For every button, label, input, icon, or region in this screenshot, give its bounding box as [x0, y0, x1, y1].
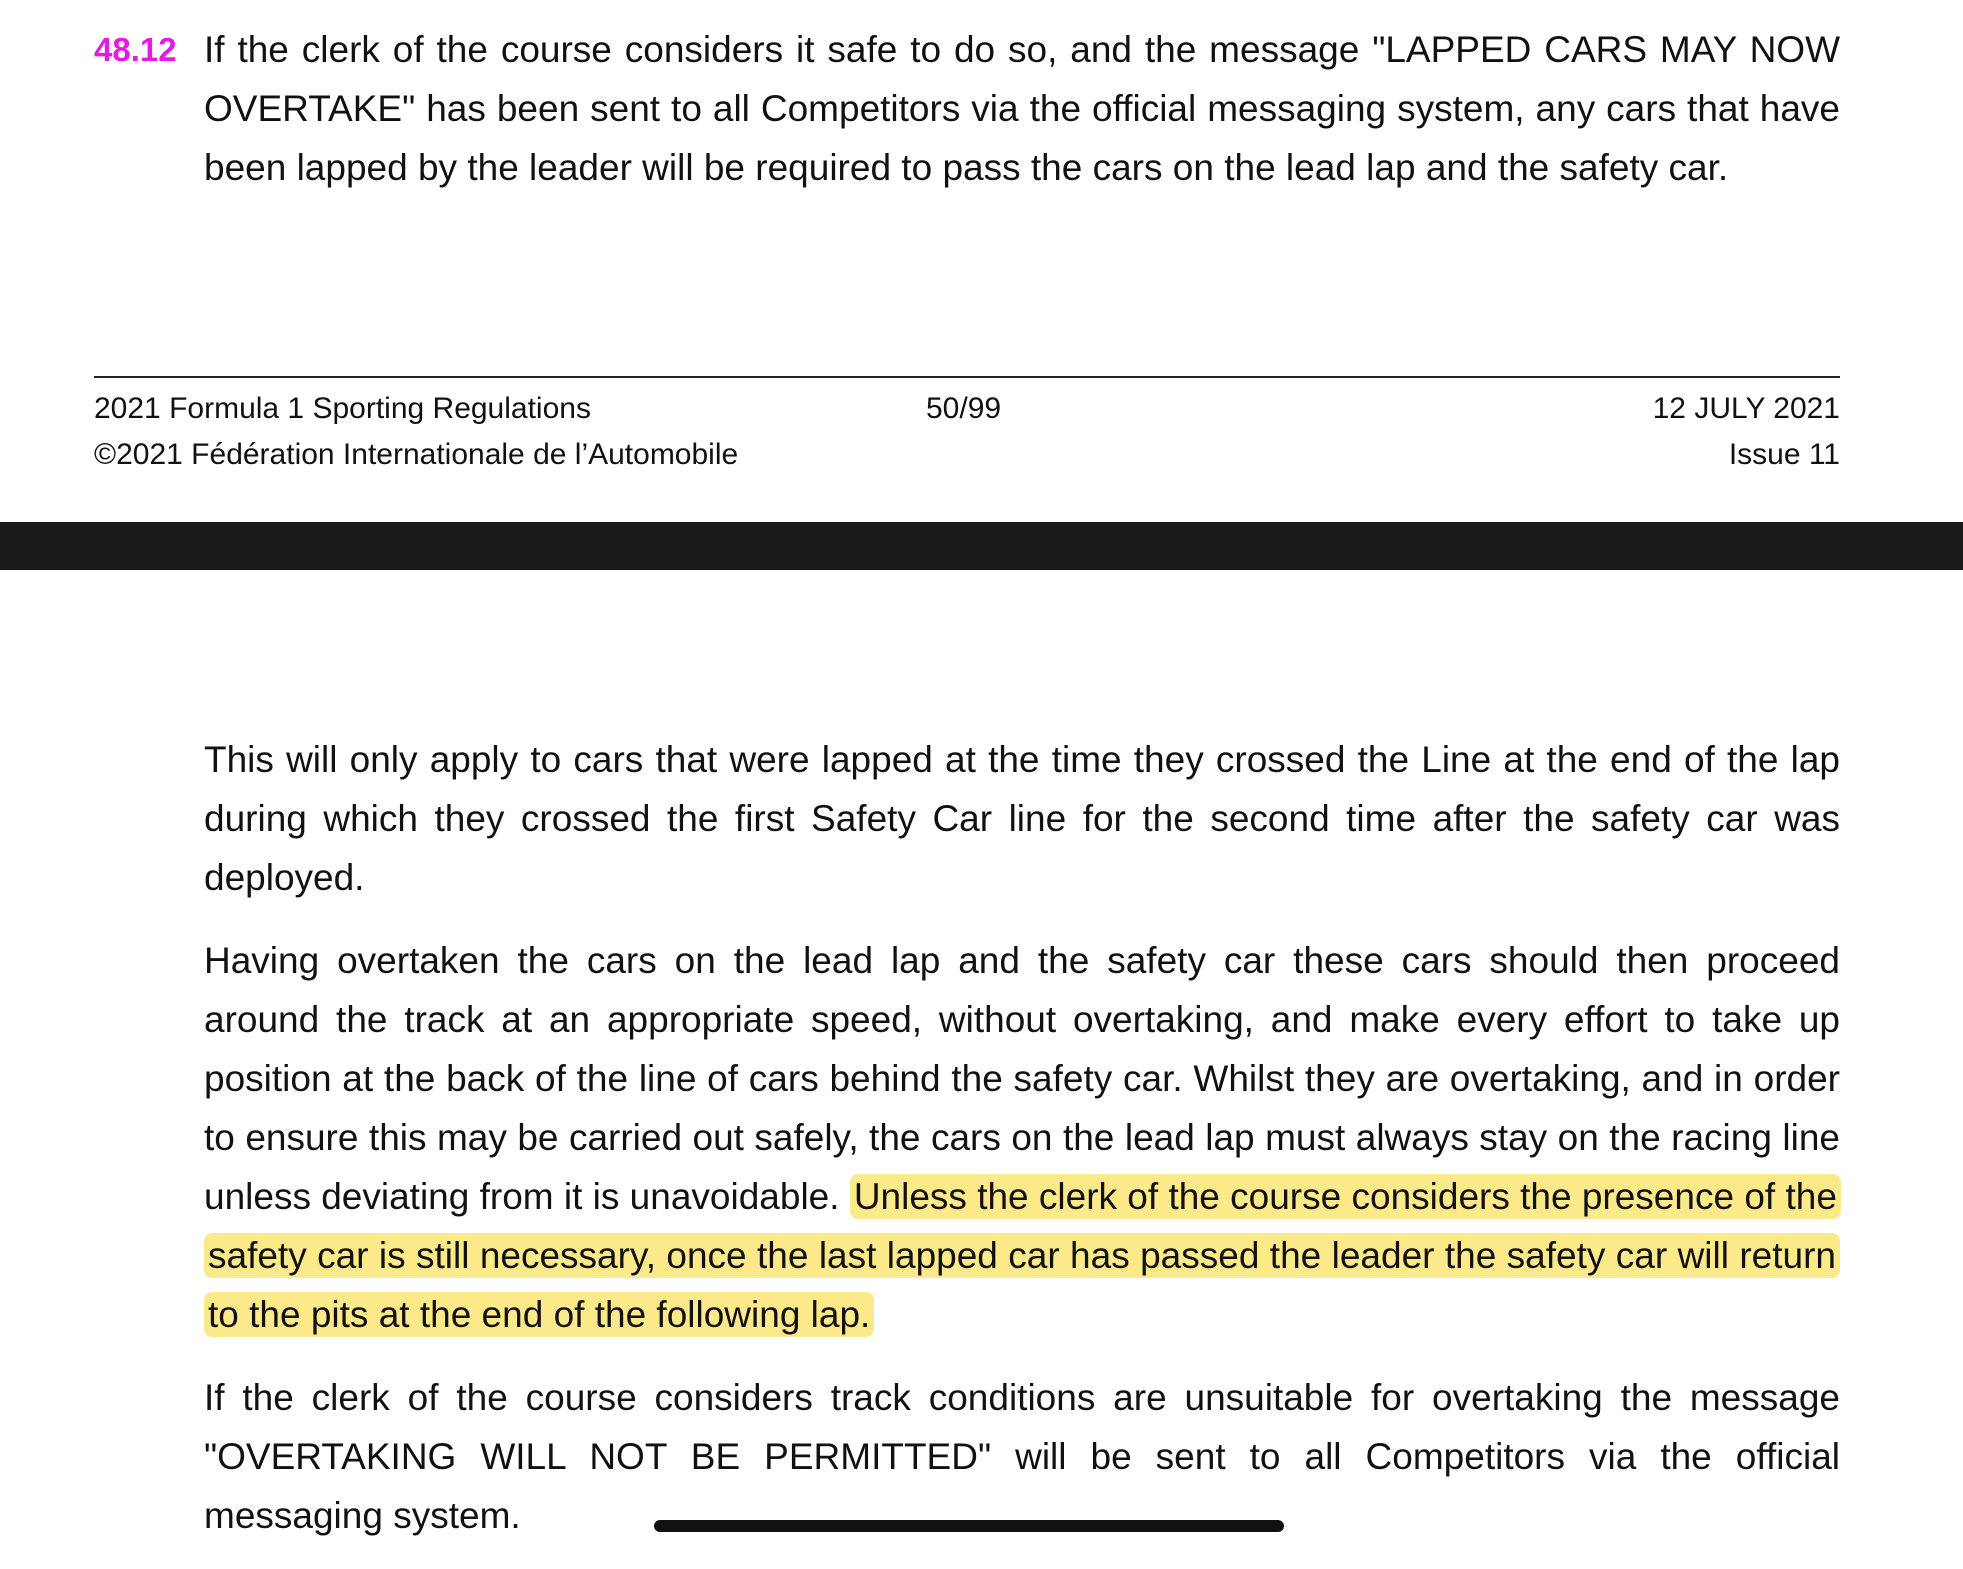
page-divider	[0, 522, 1963, 570]
issue-number: Issue 11	[1728, 438, 1840, 471]
paragraph-2	[204, 931, 1840, 1344]
page-number: 50/99	[926, 392, 1002, 425]
paragraph-1: This will only apply to cars that were lapped at the time they crossed the Line at the end of the lap during which they crossed the first Safety Car line for the second time after the safety car was deployed.	[204, 739, 1840, 898]
paragraph-3: If the clerk of the course considers track conditions are unsuitable for overtaking the message "OVERTAKING WILL NOT BE PERMITTED" will be sent to all Competitors via the official messaging system.	[204, 1377, 1840, 1536]
document-title: 2021 Formula 1 Sporting Regulations	[94, 392, 591, 425]
paragraph-2-text: Having overtaken the cars on the lead lap and the safety car these cars should then proceed around the track at an appropriate speed, without overtaking, and make every effort to take up position at the back of the line of cars behind the safety car. Whilst they are overtaking, and in order to ensure this may be carried out safely, the cars on the lead lap must always stay on the racing line unless deviating from it is unavoidable.	[204, 940, 1840, 1217]
footer-rule	[94, 376, 1840, 378]
article-number: 48.12	[94, 31, 177, 68]
issue-date: 12 JULY 2021	[1652, 392, 1840, 425]
home-indicator[interactable]	[654, 1520, 1284, 1532]
footer-left	[94, 386, 738, 478]
body-text	[204, 730, 1840, 1569]
page-bottom	[0, 570, 1963, 1547]
article-text: If the clerk of the course considers it safe to do so, and the message "LAPPED CARS MAY NOW OVERTAKE" has been sent to all Competitors via the official messaging system, any cars that have been lapped by the leader will be required to pass the cars on the lead lap and the safety car.	[204, 29, 1840, 188]
highlighted-text[interactable]: Unless the clerk of the course considers the presence of the safety car is still necessary, once the last lapped car has passed the leader the safety car will return to the pits at the end of the following lap.	[204, 1174, 1841, 1337]
copyright-notice: ©2021 Fédération Internationale de l’Automobile	[94, 438, 739, 471]
footer-right	[1653, 386, 1840, 478]
page-top	[0, 0, 1963, 522]
